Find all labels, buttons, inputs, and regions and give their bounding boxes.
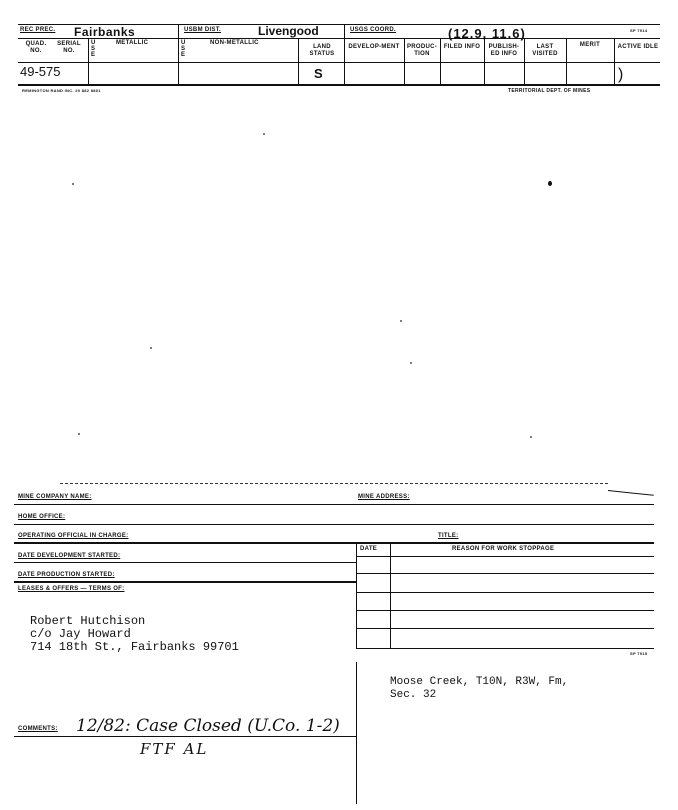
stoppage-vdiv-left	[356, 542, 357, 648]
date-development-label: DATE DEVELOPMENT STARTED:	[18, 553, 121, 559]
header-vdiv-8	[524, 38, 525, 84]
home-office-label: HOME OFFICE:	[18, 514, 66, 520]
metallic-use-label: U S E	[91, 40, 96, 58]
metallic-label: METALLIC	[116, 40, 149, 46]
form-top-edge-tail	[608, 490, 654, 496]
mine-address-label: MINE ADDRESS:	[358, 494, 410, 500]
header-vdiv-3	[298, 38, 299, 84]
location-line-2: Sec. 32	[390, 689, 437, 701]
scan-speck	[548, 181, 552, 186]
scan-speck	[78, 433, 80, 435]
title-label: TITLE:	[438, 533, 459, 539]
serial-no-label: SERIAL NO.	[57, 41, 81, 54]
rule-date-development	[14, 562, 356, 563]
scan-speck	[263, 133, 265, 135]
scan-speck	[400, 320, 402, 322]
operating-official-label: OPERATING OFFICIAL IN CHARGE:	[18, 533, 129, 539]
active-idle-label: ACTIVE IDLE	[617, 44, 659, 50]
filed-info-label: FILED INFO	[443, 44, 481, 50]
nonmetallic-use-label: U S E	[181, 40, 186, 58]
rule-operating-official	[14, 542, 654, 544]
published-info-label: PUBLISH-ED INFO	[488, 44, 520, 57]
rule-mine-company	[14, 504, 654, 505]
land-status-label: LAND STATUS	[309, 44, 335, 57]
header-vdiv-9	[566, 38, 567, 84]
production-label: PRODUC-TION	[406, 44, 438, 57]
header-vdiv-1	[88, 38, 89, 84]
comments-label: COMMENTS:	[18, 726, 58, 732]
last-visited-label: LAST VISITED	[532, 44, 558, 57]
leases-label: LEASES & OFFERS — TERMS OF:	[18, 586, 125, 592]
header-vdiv-4	[344, 24, 345, 84]
rule-comments	[14, 736, 356, 737]
printer-line: REMINGTON RAND INC. 20 882 8801	[22, 88, 101, 93]
active-idle-mark: )	[618, 66, 624, 83]
rec-prec-value: Fairbanks	[74, 25, 136, 39]
usbm-dist-label: USBM DIST.	[184, 27, 222, 33]
header-vdiv-2	[178, 24, 179, 84]
location-vdiv	[356, 662, 357, 804]
location-line-1: Moose Creek, T10N, R3W, Fm,	[390, 676, 569, 688]
usbm-dist-value: Livengood	[258, 24, 319, 38]
scan-speck	[410, 362, 412, 364]
stoppage-row-3	[356, 592, 654, 593]
owner-address: 714 18th St., Fairbanks 99701	[30, 640, 239, 654]
reason-col-label: REASON FOR WORK STOPPAGE	[452, 546, 555, 552]
stoppage-row-6	[356, 648, 654, 649]
scan-speck	[72, 183, 74, 185]
header-vdiv-10	[614, 38, 615, 84]
development-label: DEVELOP-MENT	[348, 44, 400, 50]
stoppage-row-5	[356, 628, 654, 629]
header-row-divider-2	[18, 62, 660, 63]
header-vdiv-7	[484, 38, 485, 84]
rule-date-production	[14, 581, 356, 583]
owner-name: Robert Hutchison	[30, 614, 146, 628]
comments-handwriting-2: FTF AL	[140, 740, 209, 758]
stoppage-row-1	[356, 556, 654, 557]
owner-care-of: c/o Jay Howard	[30, 627, 131, 641]
header-bottom-rule	[18, 84, 660, 86]
rule-home-office	[14, 524, 654, 525]
usgs-coord-value: (12.9, 11.6)	[448, 26, 526, 41]
quad-no-label: QUAD. NO.	[25, 41, 47, 54]
stoppage-row-4	[356, 610, 654, 611]
form-number-bottom: SP 7915	[630, 651, 648, 656]
rec-prec-label: REC PREC.	[20, 27, 56, 33]
stoppage-vdiv-mid	[390, 542, 391, 648]
dept-line: TERRITORIAL DEPT. OF MINES	[508, 88, 591, 94]
scan-speck	[530, 436, 532, 438]
usgs-coord-label: USGS COORD.	[350, 27, 396, 33]
date-production-label: DATE PRODUCTION STARTED:	[18, 572, 115, 578]
mine-company-name-label: MINE COMPANY NAME:	[18, 494, 92, 500]
header-vdiv-6	[440, 38, 441, 84]
merit-label: MERIT	[579, 42, 601, 48]
serial-value: 49-575	[20, 64, 61, 79]
stoppage-row-2	[356, 573, 654, 574]
scan-speck	[150, 347, 152, 349]
form-number-top: SP 7914	[630, 28, 648, 33]
nonmetallic-label: NON-METALLIC	[210, 40, 259, 46]
land-status-value: S	[314, 66, 323, 81]
form-top-edge	[60, 483, 608, 484]
date-col-label: DATE	[360, 546, 378, 552]
comments-handwriting-1: 12/82: Case Closed (U.Co. 1-2)	[76, 716, 340, 736]
